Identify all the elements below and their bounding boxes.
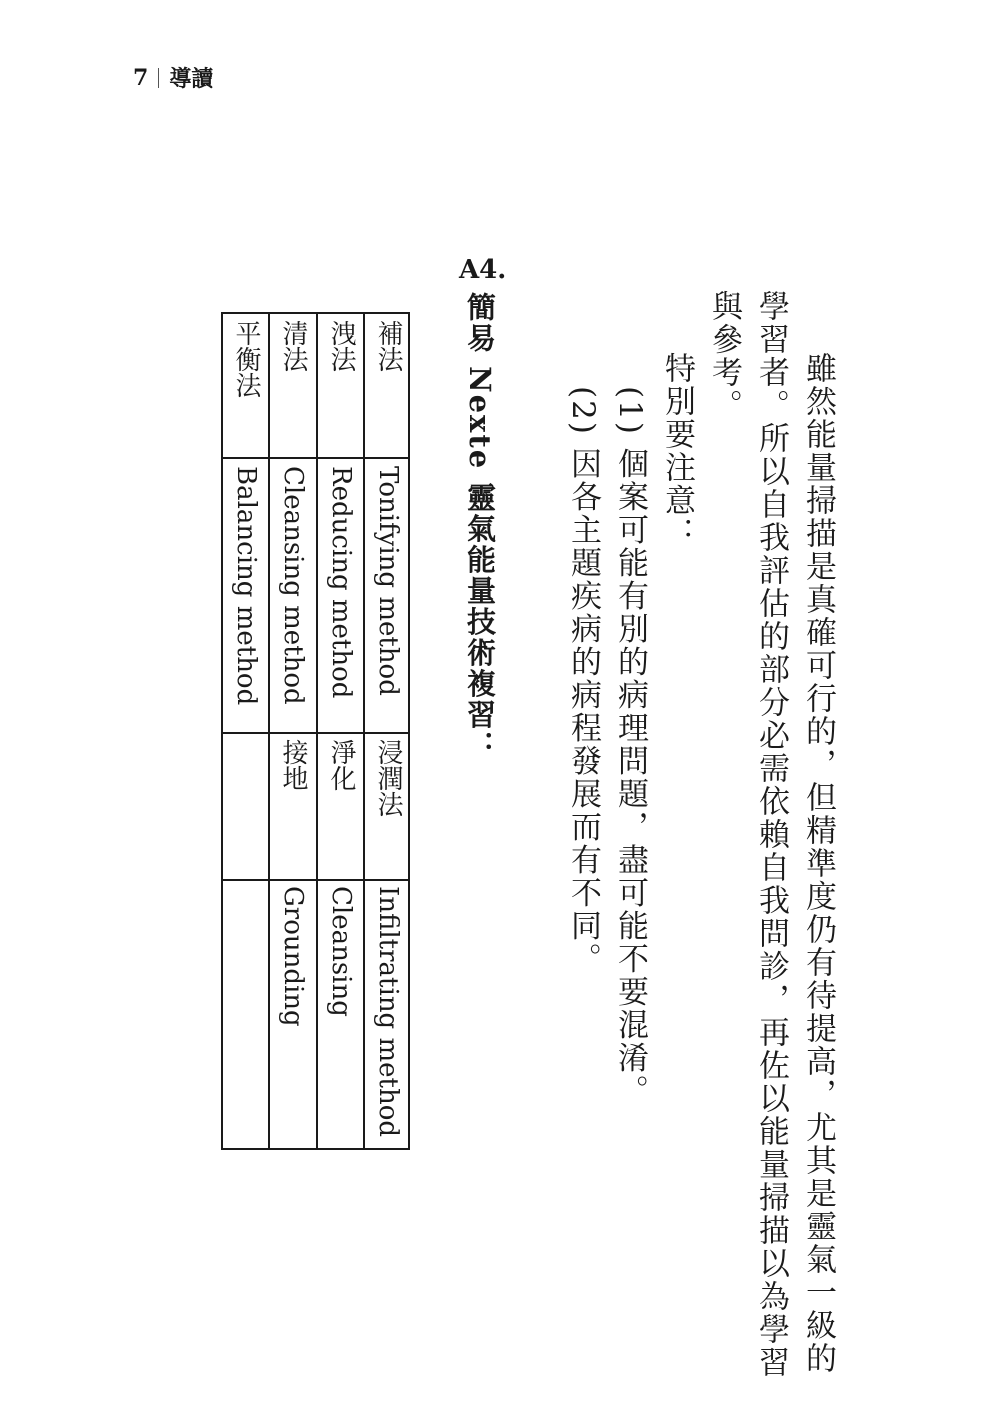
note-item-2: (2) 因各主題疾病的病程發展而有不同。 <box>565 386 601 976</box>
paragraph-line-3: 與參考。 <box>706 290 742 422</box>
table-col-divider <box>223 457 408 459</box>
section-number: A4. <box>459 255 507 285</box>
table-cell: 淨化 <box>326 739 356 791</box>
table-row-divider <box>316 314 318 1148</box>
paragraph-line-1: 雖然能量掃描是真確可行的，但精準度仍有待提高，尤其是靈氣一級的 <box>800 352 836 1375</box>
running-title: 導讀 <box>169 66 214 92</box>
table-cell: 接地 <box>278 739 308 791</box>
techniques-table <box>221 312 410 1150</box>
table-cell: 清法 <box>278 320 308 372</box>
table-cell: 補法 <box>373 320 403 372</box>
table-cell: Balancing method <box>231 466 261 706</box>
section-title: 簡易 Nexte 靈氣能量技術複習： <box>463 292 497 762</box>
table-cell: Infiltrating method <box>373 886 403 1137</box>
page-header <box>133 62 213 93</box>
table-cell: 浸潤法 <box>373 739 403 817</box>
table-cell: Grounding <box>278 886 308 1027</box>
table-cell: Tonifying method <box>373 466 403 696</box>
table-cell: Cleansing <box>326 886 356 1017</box>
table-col-divider <box>223 732 408 734</box>
table-cell: Reducing method <box>326 466 356 699</box>
header-divider <box>158 68 159 88</box>
paragraph-line-2: 學習者。所以自我評估的部分必需依賴自我問診，再佐以能量掃描以為學習 <box>753 290 789 1379</box>
page-number: 7 <box>133 64 149 91</box>
note-item-1: (1) 個案可能有別的病理問題，盡可能不要混淆。 <box>612 386 648 1108</box>
table-cell: 洩法 <box>326 320 356 372</box>
table-cell: Cleansing method <box>278 466 308 705</box>
table-col-divider <box>223 879 408 881</box>
note-title: 特別要注意： <box>659 352 695 550</box>
table-cell: 平衡法 <box>231 320 261 398</box>
